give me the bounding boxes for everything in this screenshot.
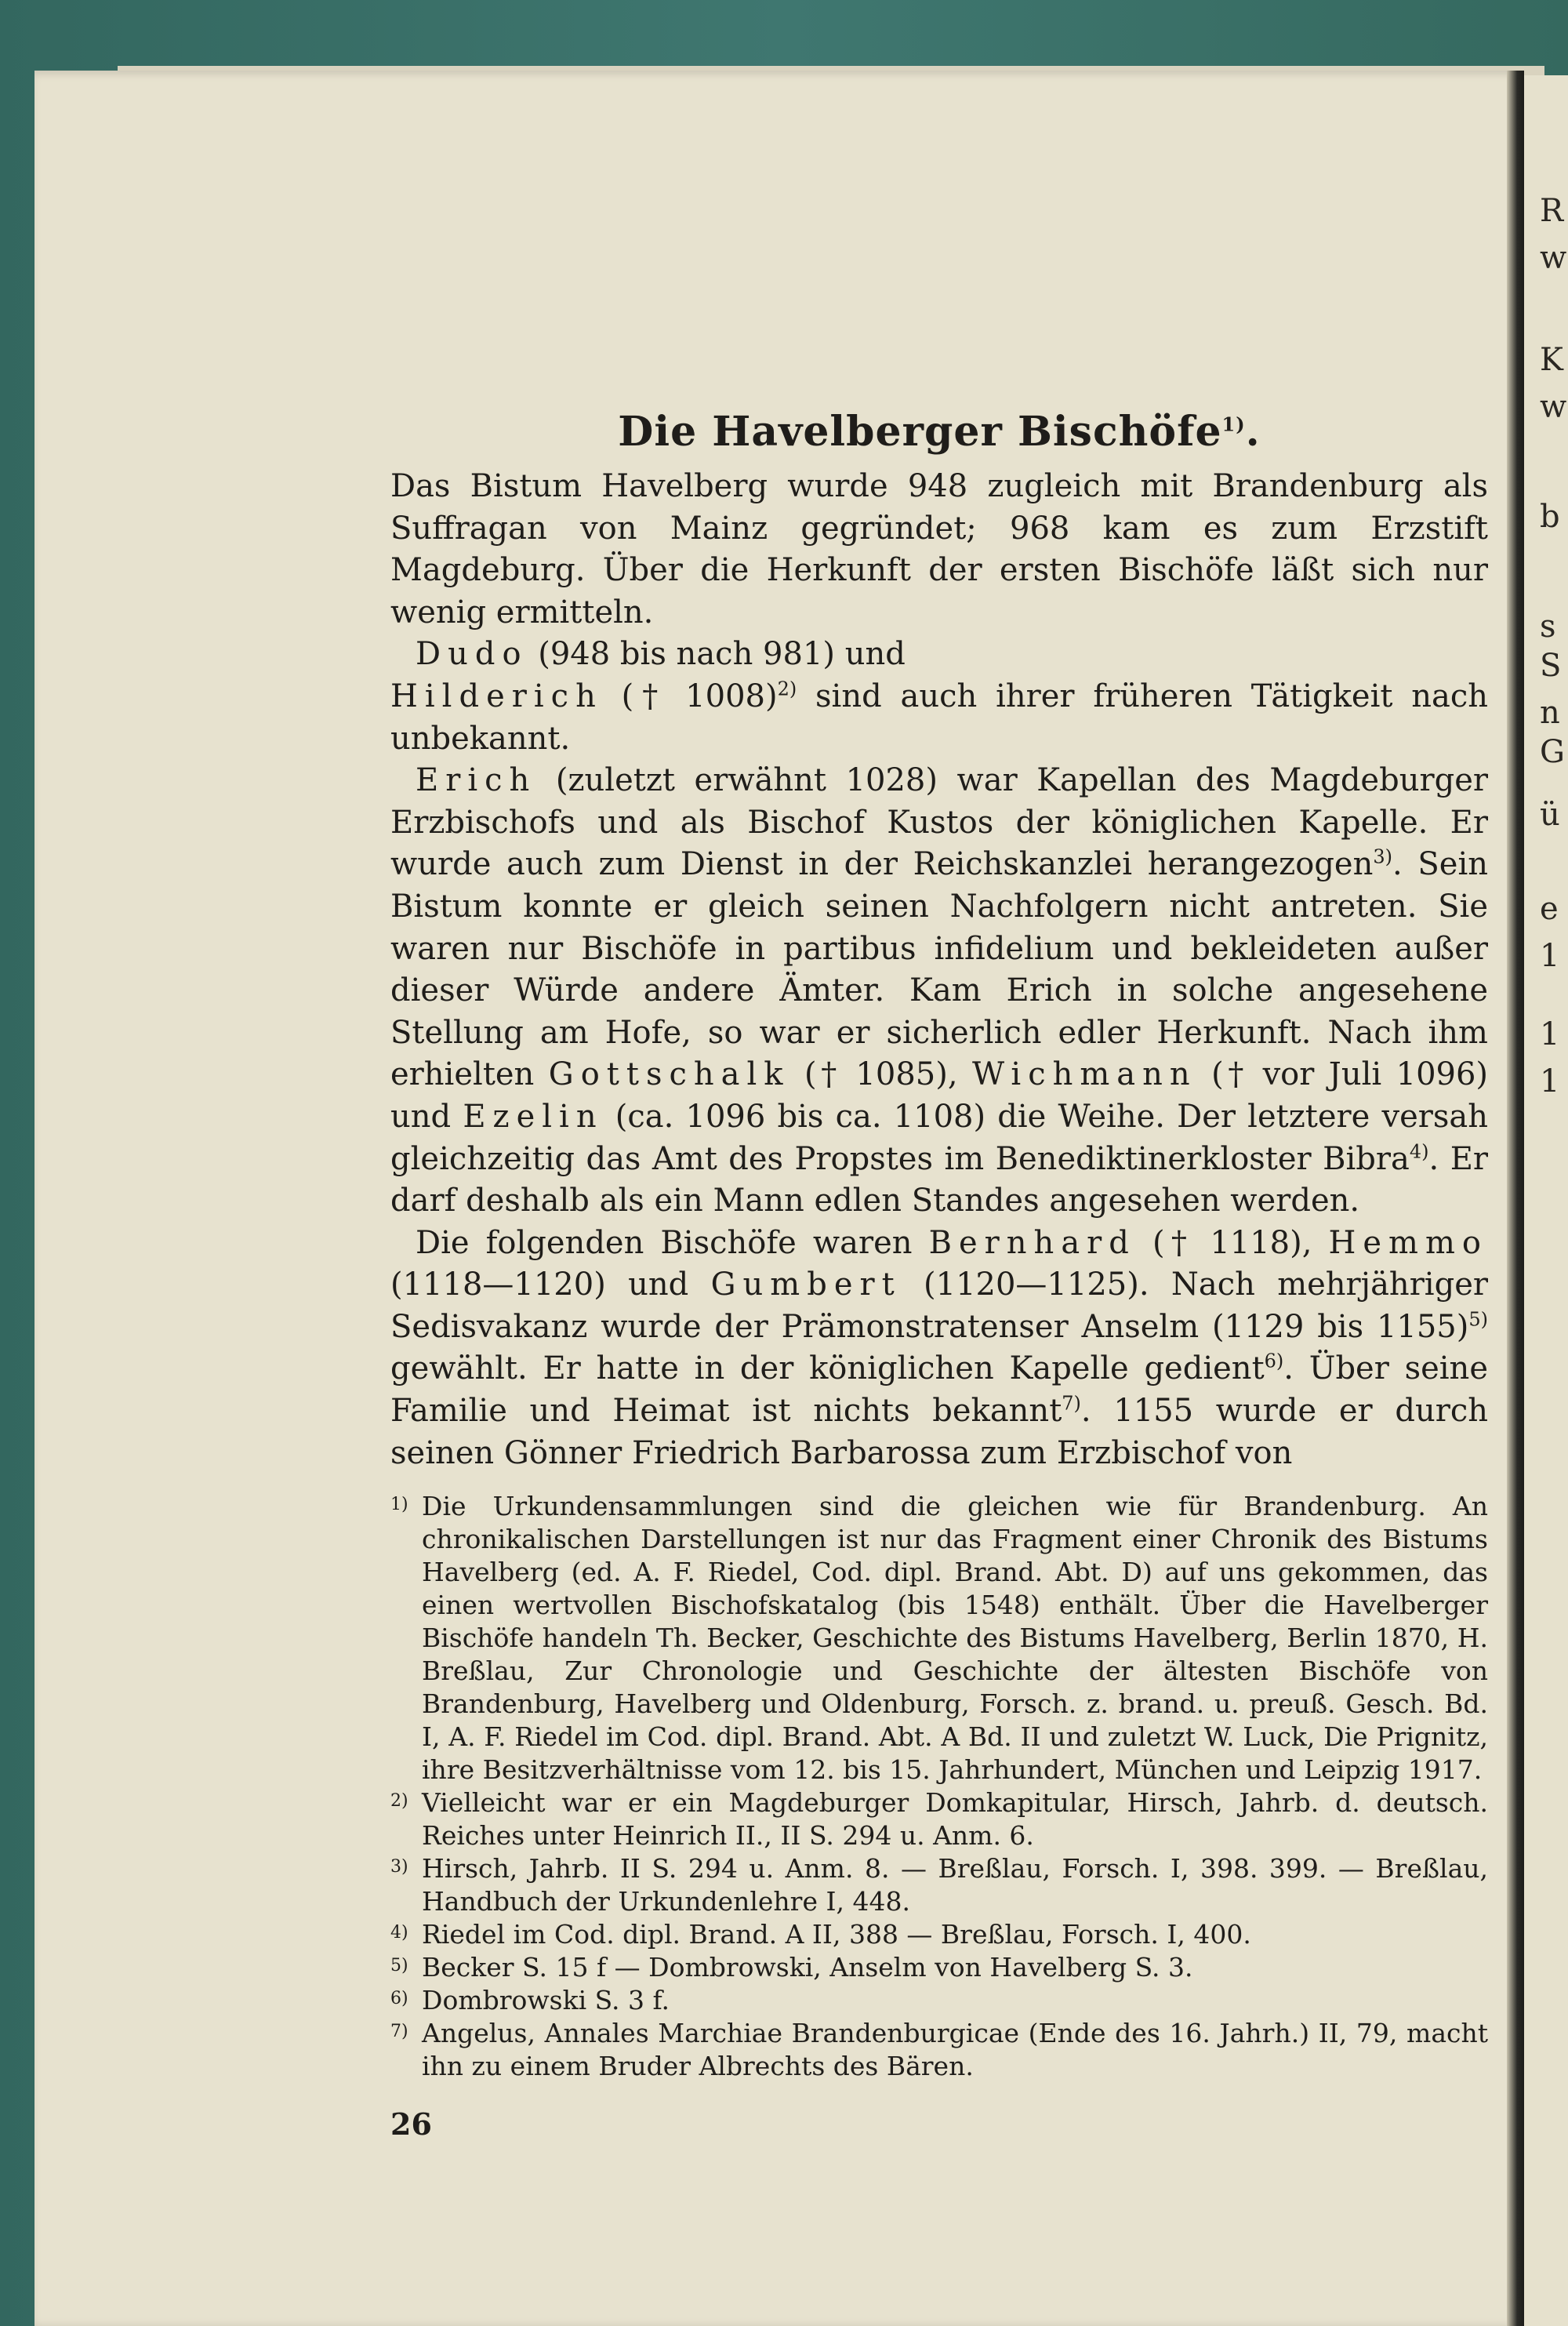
book-spine <box>1507 71 1524 2326</box>
person-name: Wichmann <box>972 1056 1197 1093</box>
footnote-mark: 3) <box>390 1857 408 1877</box>
footnote-ref: 3) <box>1373 846 1393 869</box>
paragraph-text: . Sein Bistum konnte er gleich seinen Nachfolgern nicht antreten. Sie waren nur Bischöfe in partibus infidelium und bekleideten außer dieser Würde andere Ämter. Kam Erich in solche angesehene Stellung am Hofe, so war er sicherlich edler Herkunft. Nach ihm erhielten <box>390 846 1488 1093</box>
next-page-fragment: 1 <box>1540 1016 1560 1052</box>
footnote-text: Dombrowski S. 3 f. <box>422 1985 670 2016</box>
footnote <box>390 1918 1488 1951</box>
next-page-fragment: K <box>1540 342 1563 378</box>
footnote-ref: 5) <box>1468 1308 1488 1331</box>
paragraph-text: († 1085), <box>804 1056 958 1093</box>
footnote-mark: 1) <box>390 1495 408 1515</box>
footnote <box>390 1951 1488 1984</box>
next-page-fragment: w <box>1540 389 1567 425</box>
footnote-mark: 7) <box>390 2022 408 2042</box>
footnote-ref: 2) <box>777 678 797 700</box>
text-block <box>390 405 1488 2083</box>
person-name: Ezelin <box>463 1098 604 1135</box>
footnote-mark: 6) <box>390 1989 408 2009</box>
footnote-text: Riedel im Cod. dipl. Brand. A II, 388 — Breßlau, Forsch. I, 400. <box>422 1919 1251 1950</box>
paragraph <box>390 634 1488 676</box>
footnote-text: Hirsch, Jahrb. II S. 294 u. Anm. 8. — Breßlau, Forsch. I, 398. 399. — Breßlau, Handbuch der Urkundenlehre I, 448. <box>422 1853 1488 1917</box>
next-page-fragment: 1 <box>1540 1063 1560 1099</box>
page-number: 26 <box>390 2106 432 2142</box>
next-page-fragment: 1 <box>1540 938 1560 974</box>
paragraph-text: († 1118), <box>1152 1224 1312 1261</box>
paragraph-text: (zuletzt erwähnt 1028) war Kapellan des Magdeburger Erzbischofs und als Bischof Kustos der königlichen Kapelle. Er wurde auch zum Dienst in der Reichskanzlei herangezogen <box>390 762 1488 883</box>
paragraph-text: († vor Juli 1096) und <box>390 1056 1489 1135</box>
paragraph-text: Das Bistum Havelberg wurde 948 zugleich mit Brandenburg als Suffragan von Mainz gegründet; 968 kam es zum Erzstift Magdeburg. Über die Herkunft der ersten Bischöfe läßt sich nur wenig ermitteln. <box>390 468 1488 631</box>
paragraph-text: (948 bis nach 981) und <box>538 636 906 673</box>
title-text: Die Havelberger Bischöfe <box>618 408 1222 456</box>
paragraph <box>390 466 1488 634</box>
next-page-fragment: n <box>1540 695 1560 731</box>
paragraph-text: (ca. 1096 bis ca. 1108) die Weihe. Der letztere versah gleichzeitig das Amt des Propstes im Benediktinerkloster Bibra <box>390 1098 1489 1177</box>
next-page-fragment: R <box>1540 193 1564 229</box>
footnote-mark: 5) <box>390 1956 408 1976</box>
paragraph-text: gewählt. Er hatte in der königlichen Kapelle gedient <box>390 1350 1265 1387</box>
person-name: Dudo <box>416 636 528 673</box>
paragraph <box>390 1223 1488 1475</box>
footnote-text: Angelus, Annales Marchiae Brandenburgicae (Ende des 16. Jahrh.) II, 79, macht ihn zu einem Bruder Albrechts des Bären. <box>422 2018 1488 2082</box>
footnote-ref: 1) <box>1221 413 1246 436</box>
footnotes <box>390 1490 1488 2083</box>
paragraph <box>390 760 1488 1223</box>
footnote-ref: 7) <box>1062 1392 1081 1415</box>
next-page-fragment: w <box>1540 240 1567 276</box>
footnote <box>390 1852 1488 1918</box>
next-page-fragment: s <box>1540 609 1556 645</box>
paragraph-text: (1120—1125). Nach mehrjähriger Sedisvakanz wurde der Prämonstratenser Anselm (1129 bis 1155) <box>390 1267 1489 1345</box>
paragraph-text: Die folgenden Bischöfe waren <box>416 1224 913 1261</box>
person-name: Hilderich <box>390 678 603 714</box>
footnote-mark: 2) <box>390 1791 408 1812</box>
person-name: Bernhard <box>928 1224 1136 1261</box>
paragraph-text: sind auch ihrer früheren Tätigkeit nach unbekannt. <box>390 678 1488 757</box>
paragraph-text: . Er darf deshalb als ein Mann edlen Standes angesehen werden. <box>390 1140 1489 1219</box>
next-page-fragment: S <box>1540 648 1562 684</box>
footnote-text: Vielleicht war er ein Magdeburger Domkapitular, Hirsch, Jahrb. d. deutsch. Reiches unter Heinrich II., II S. 294 u. Anm. 6. <box>422 1787 1488 1852</box>
next-page-fragment: G <box>1540 734 1565 770</box>
page-title: Die Havelberger Bischöfe$^{1)}$. <box>618 408 1261 456</box>
footnote-text: Becker S. 15 f — Dombrowski, Anselm von Havelberg S. 3. <box>422 1952 1193 1983</box>
footnote <box>390 1786 1488 1852</box>
paragraph-text: . Über seine Familie und Heimat ist nichts bekannt <box>390 1350 1488 1430</box>
footnote-mark: 4) <box>390 1923 408 1943</box>
footnote-ref: 4) <box>1409 1140 1429 1163</box>
footnote <box>390 2017 1488 2083</box>
footnote <box>390 1984 1488 2017</box>
paragraph <box>390 676 1488 760</box>
paragraph-text: (1118—1120) und <box>390 1267 689 1303</box>
next-page-edge <box>1524 75 1568 2326</box>
person-name: Gottschalk <box>548 1056 790 1093</box>
footnote <box>390 1490 1488 1786</box>
person-name: Hemmo <box>1328 1224 1488 1261</box>
next-page-fragment: e <box>1540 891 1559 927</box>
paragraph-text: . 1155 wurde er durch seinen Gönner Friedrich Barbarossa zum Erzbischof von <box>390 1393 1488 1471</box>
footnote-text: Die Urkundensammlungen sind die gleichen wie für Brandenburg. An chronikalischen Darstellungen ist nur das Fragment einer Chronik des Bistums Havelberg (ed. A. F. Riedel, Cod. dipl. Brand. Abt. D) auf uns gekommen, das einen wertvollen Bischofskatalog (bis 1548) enthält. Über die Havelberger Bischöfe handeln Th. Becker, Geschichte des Bistums Havelberg, Berlin 1870, H. Breßlau, Zur Chronologie und Geschichte der ältesten Bischöfe von Brandenburg, Havelberg und Oldenburg, Forsch. z. brand. u. preuß. Gesch. Bd. I, A. F. Riedel im Cod. dipl. Brand. Abt. A Bd. II und zuletzt W. Luck, Die Prignitz, ihre Besitzverhältnisse vom 12. bis 15. Jahrhundert, München und Leipzig 1917. <box>422 1491 1488 1786</box>
paragraph-text: († 1008) <box>621 678 778 714</box>
next-page-fragment: b <box>1540 499 1560 535</box>
next-page-fragment: ü <box>1540 797 1560 833</box>
person-name: Gumbert <box>710 1267 902 1303</box>
footnote-ref: 6) <box>1264 1350 1284 1373</box>
person-name: Erich <box>416 762 537 799</box>
